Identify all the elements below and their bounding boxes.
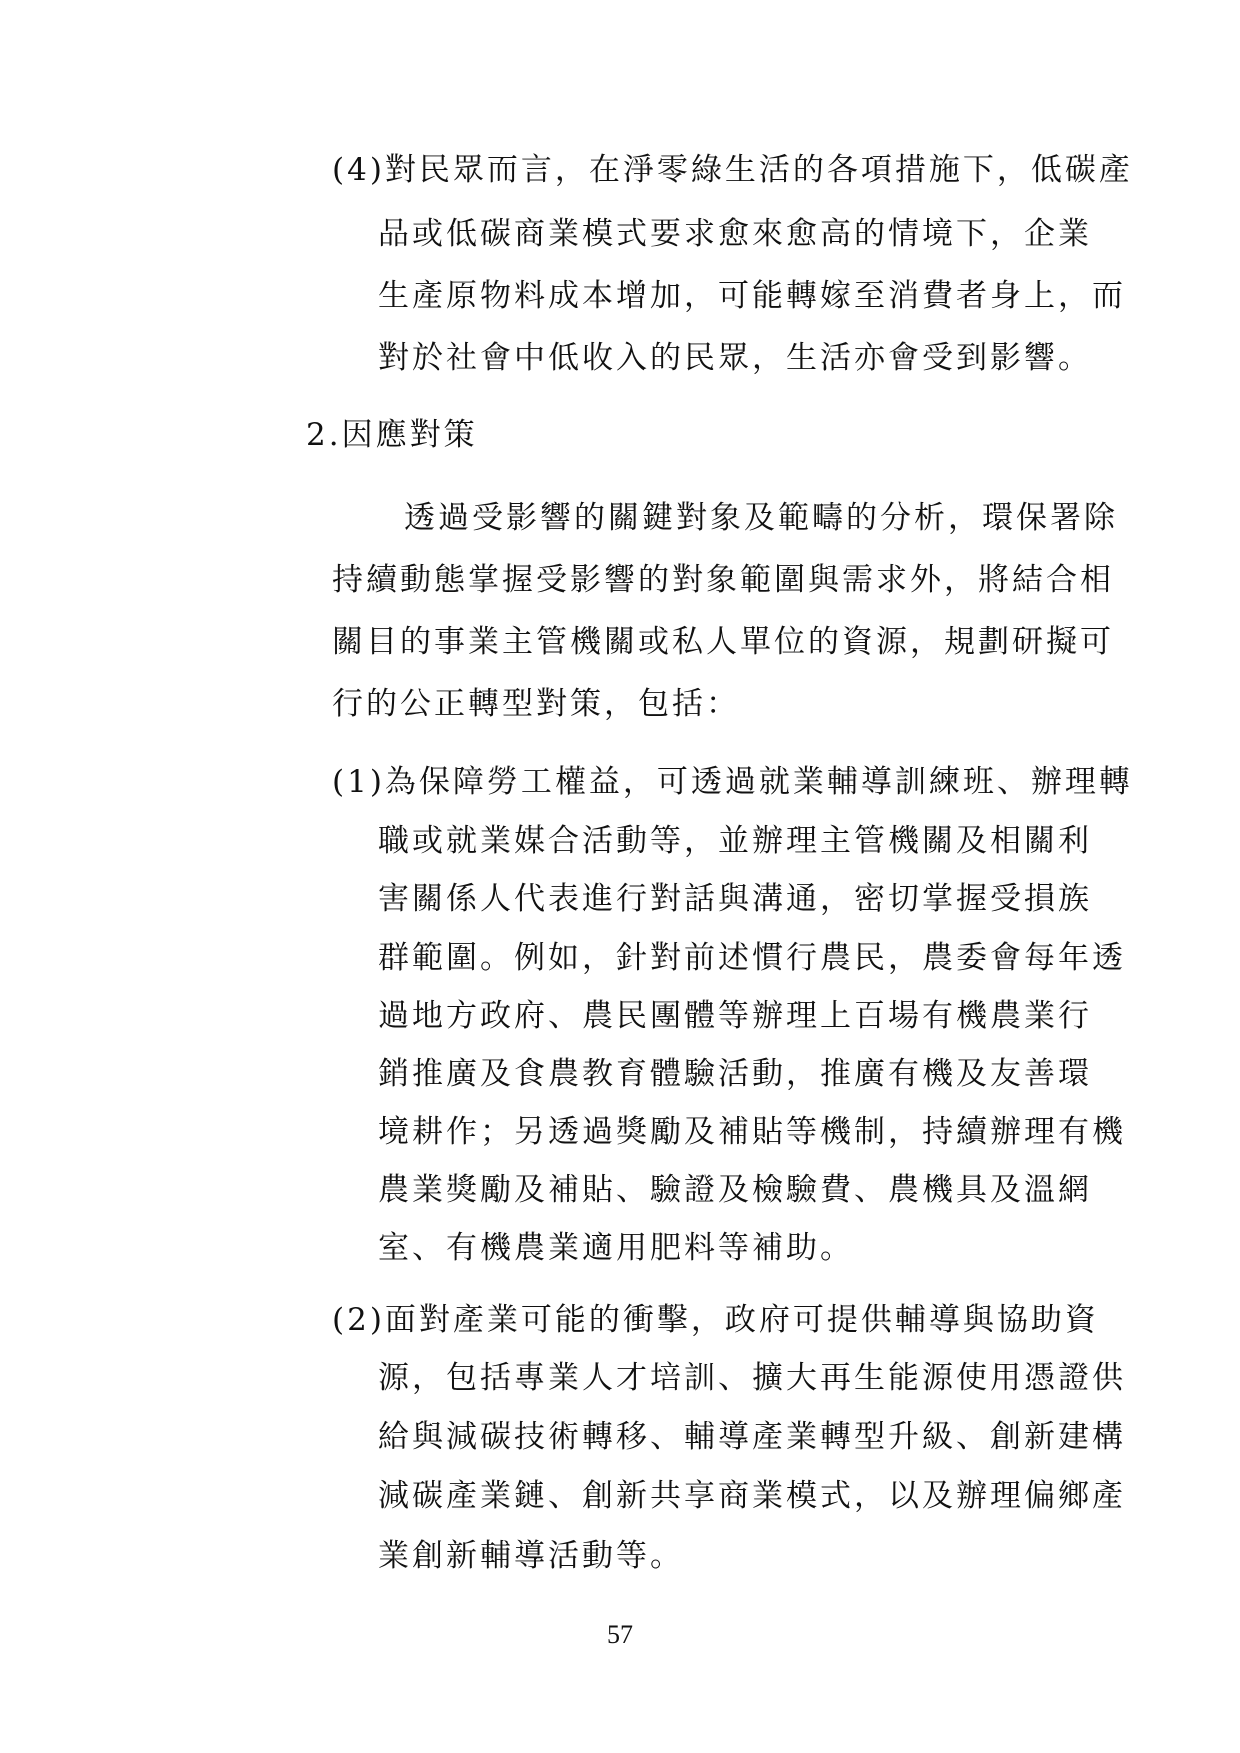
item2-line-5: 業創新輔導活動等。	[378, 1538, 684, 1574]
item1-line-1: (1)為保障勞工權益，可透過就業輔導訓練班、辦理轉	[332, 764, 1133, 800]
item1-line-4: 群範圍。例如，針對前述慣行農民，農委會每年透	[378, 940, 1126, 976]
item2-line-1: (2)面對產業可能的衝擊，政府可提供輔導與協助資	[332, 1302, 1099, 1338]
item4-line-3: 生產原物料成本增加，可能轉嫁至消費者身上，而	[378, 278, 1126, 314]
item1-line-3: 害關係人代表進行對話與溝通，密切掌握受損族	[378, 881, 1092, 917]
item4-line-4: 對於社會中低收入的民眾，生活亦會受到影響。	[378, 340, 1092, 376]
item1-line-7: 境耕作；另透過獎勵及補貼等機制，持續辦理有機	[378, 1114, 1126, 1150]
intro-line-4: 行的公正轉型對策，包括：	[332, 686, 740, 722]
page-number: 57	[607, 1620, 633, 1649]
item1-line-6: 銷推廣及食農教育體驗活動，推廣有機及友善環	[378, 1056, 1092, 1092]
item4-line-1: (4)對民眾而言，在淨零綠生活的各項措施下，低碳產	[332, 152, 1133, 188]
intro-line-3: 關目的事業主管機關或私人單位的資源，規劃研擬可	[332, 624, 1114, 660]
item1-line-8: 農業獎勵及補貼、驗證及檢驗費、農機具及溫網	[378, 1172, 1092, 1208]
section-heading: 2.因應對策	[306, 417, 478, 453]
item4-line-2: 品或低碳商業模式要求愈來愈高的情境下，企業	[378, 216, 1092, 252]
item1-line-2: 職或就業媒合活動等，並辦理主管機關及相關利	[378, 823, 1092, 859]
intro-line-1: 透過受影響的關鍵對象及範疇的分析，環保署除	[404, 500, 1118, 536]
item2-line-2: 源，包括專業人才培訓、擴大再生能源使用憑證供	[378, 1360, 1126, 1396]
item2-line-4: 減碳產業鏈、創新共享商業模式，以及辦理偏鄉產	[378, 1478, 1126, 1514]
item1-line-5: 過地方政府、農民團體等辦理上百場有機農業行	[378, 998, 1092, 1034]
item1-line-9: 室、有機農業適用肥料等補助。	[378, 1230, 854, 1266]
intro-line-2: 持續動態掌握受影響的對象範圍與需求外，將結合相	[332, 562, 1114, 598]
item2-line-3: 給與減碳技術轉移、輔導產業轉型升級、創新建構	[378, 1419, 1126, 1455]
